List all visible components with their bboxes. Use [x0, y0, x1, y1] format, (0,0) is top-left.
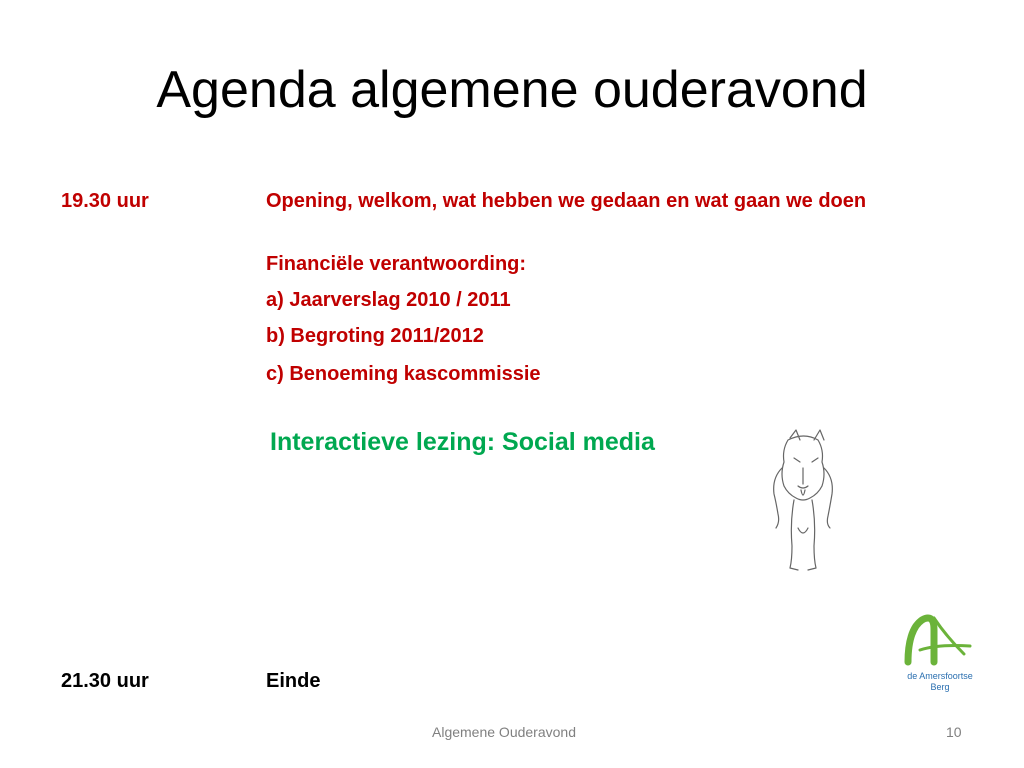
footer-title: Algemene Ouderavond: [432, 724, 576, 740]
agenda-item-budget: b) Begroting 2011/2012: [266, 325, 484, 347]
wolf-illustration: [768, 428, 838, 576]
logo-text-line1: de Amersfoortse: [907, 671, 973, 681]
page-number: 10: [946, 724, 962, 740]
agenda-item-lecture: Interactieve lezing: Social media: [270, 428, 655, 456]
agenda-item-annual-report: a) Jaarverslag 2010 / 2011: [266, 289, 511, 311]
logo-mark-icon: [898, 610, 982, 672]
agenda-item-opening: Opening, welkom, wat hebben we gedaan en wat gaan we doen: [266, 190, 867, 212]
logo-text-line2: Berg: [930, 682, 950, 692]
slide-title: Agenda algemene ouderavond: [156, 61, 868, 119]
agenda-item-financial: Financiële verantwoording:: [266, 253, 527, 275]
agenda-item-end: Einde: [266, 670, 321, 692]
agenda-item-audit-committee: c) Benoeming kascommissie: [266, 363, 541, 385]
amersfoortse-berg-logo: [898, 610, 982, 694]
agenda-time-end: 21.30 uur: [61, 670, 149, 692]
agenda-time-start: 19.30 uur: [61, 190, 149, 212]
